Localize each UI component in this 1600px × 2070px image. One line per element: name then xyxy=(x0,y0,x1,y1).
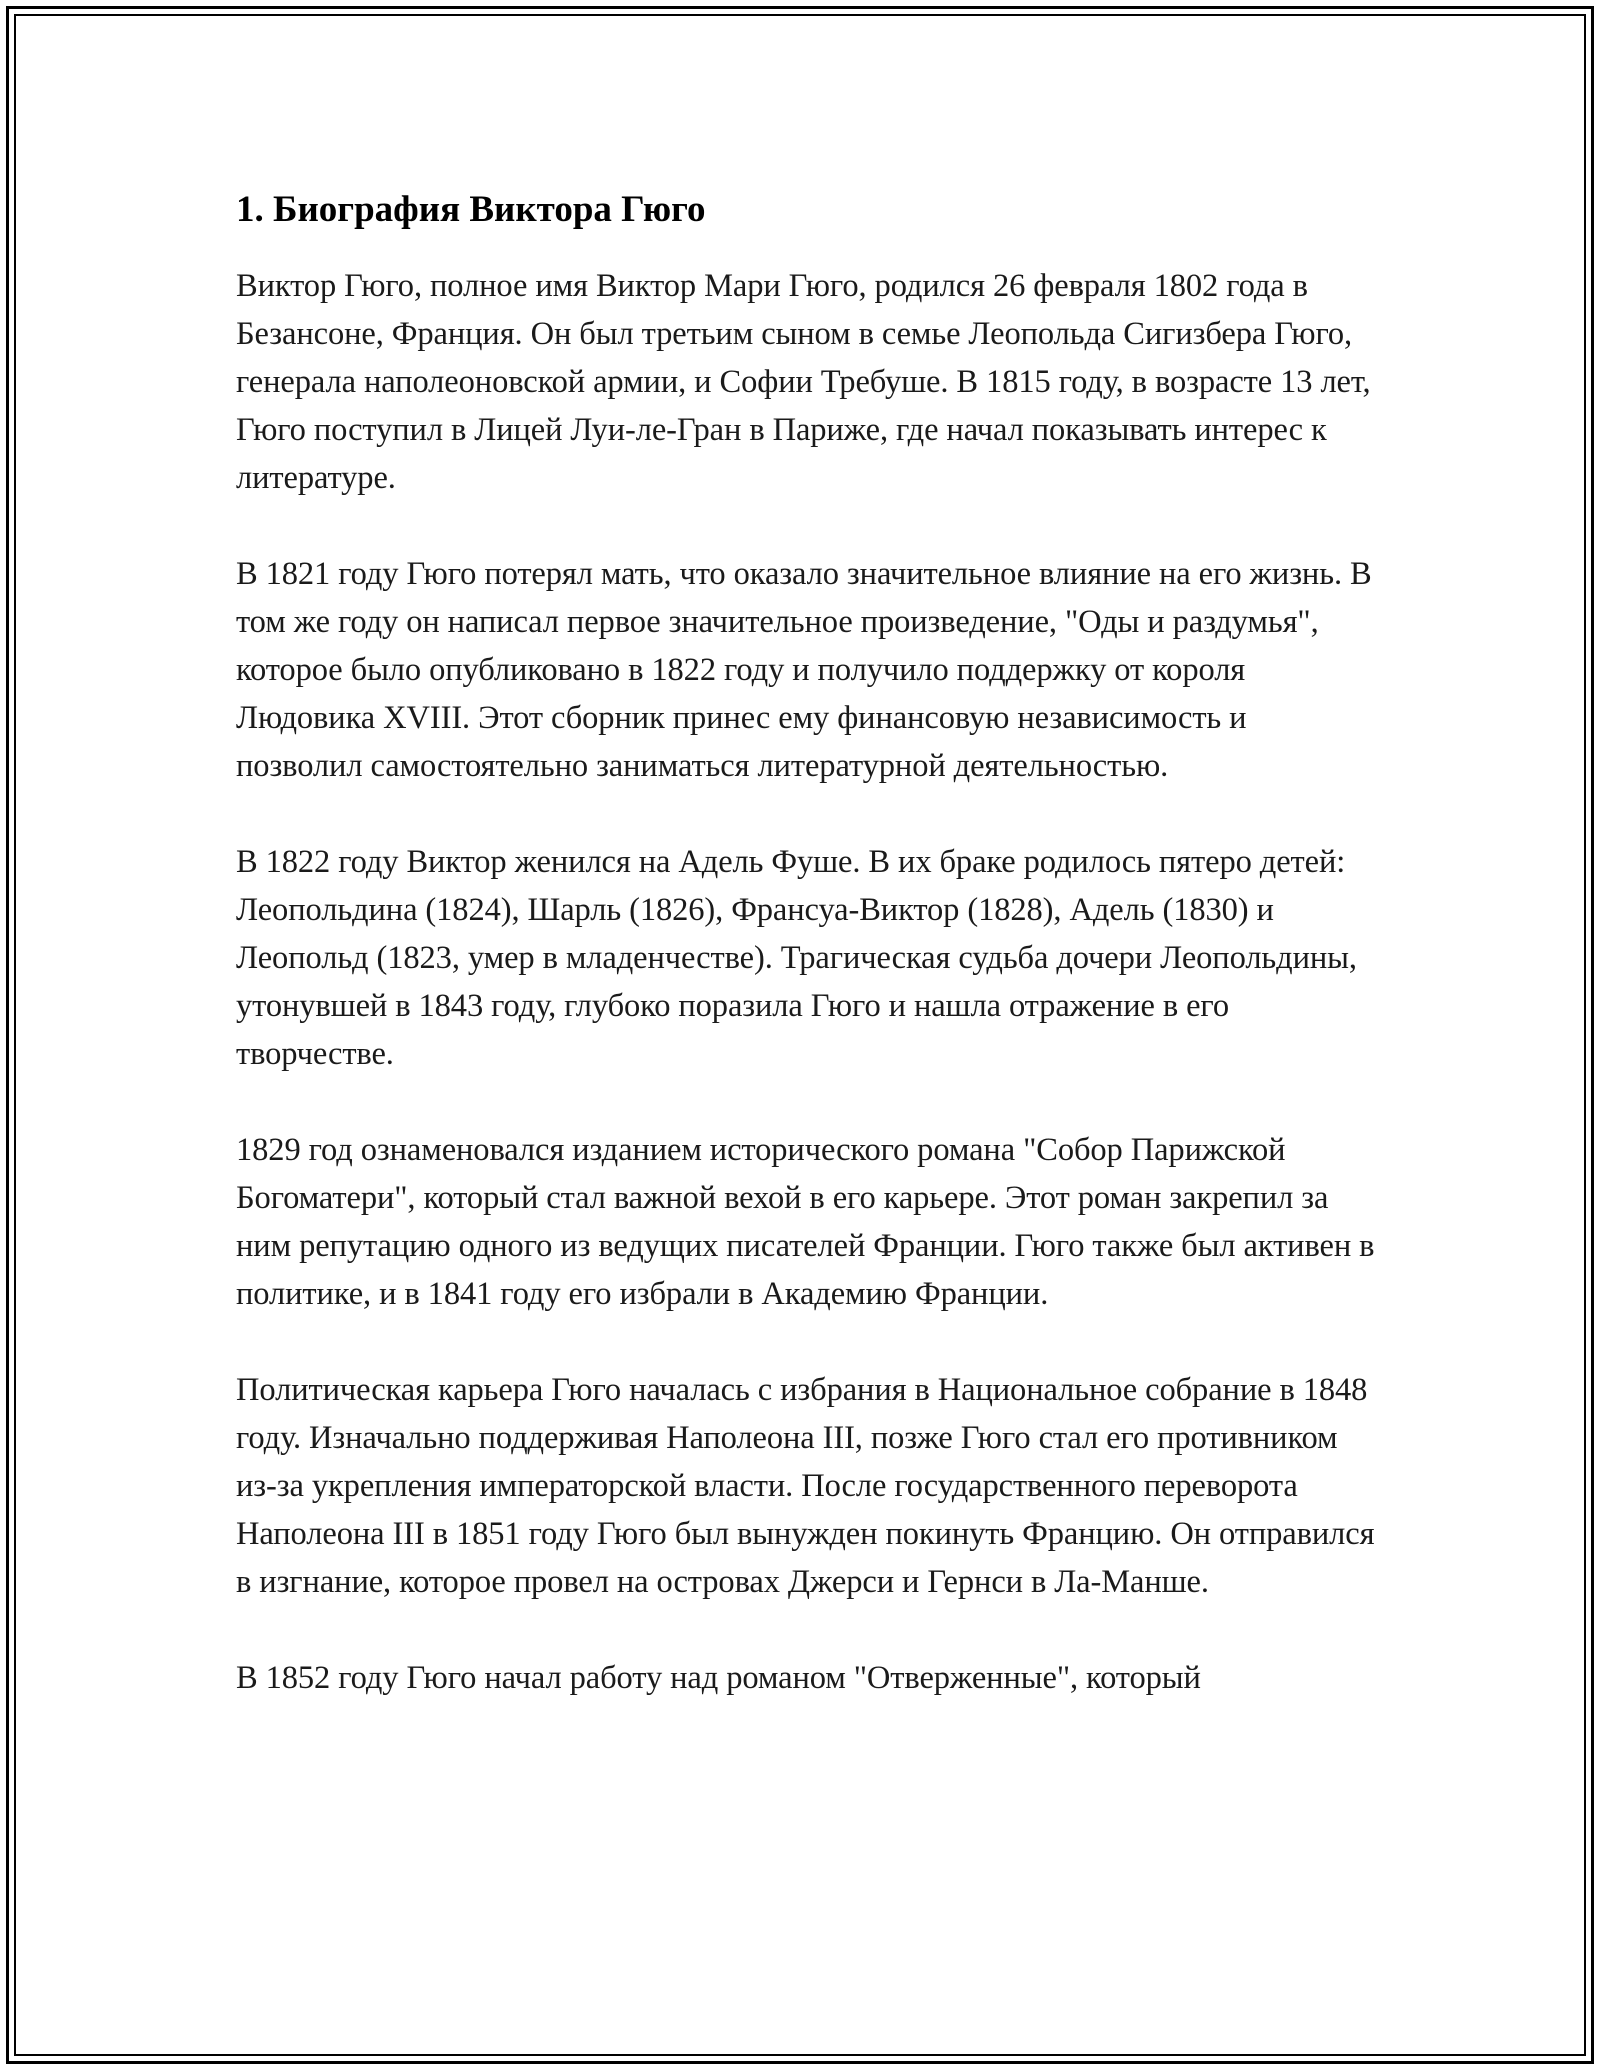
paragraph-early-works: В 1821 году Гюго потерял мать, что оказало значительное влияние на его жизнь. В том же году он написал первое значительное произведение, "Оды и раздумья", которое было опубликовано в 1822 году и получило поддержку от короля Людовика XVIII. Этот сборник принес ему финансовую независимость и позволил самостоятельно заниматься литературной деятельностью. xyxy=(236,556,1372,784)
paragraph-notre-dame: 1829 год ознаменовался изданием исторического романа "Собор Парижской Богоматери", который стал важной вехой в его карьере. Этот роман закрепил за ним репутацию одного из ведущих писателей Франции. Гюго также был активен в политике, и в 1841 году его избрали в Академию Франции. xyxy=(236,1132,1375,1312)
section-heading: 1. Биография Виктора Гюго xyxy=(236,189,706,230)
document-body xyxy=(236,185,1376,1702)
paragraph-birth: Виктор Гюго, полное имя Виктор Мари Гюго, родился 26 февраля 1802 года в Безансоне, Франция. Он был третьим сыном в семье Леопольда Сигизбера Гюго, генерала наполеоновской армии, и Софии Требуше. В 1815 году, в возрасте 13 лет, Гюго поступил в Лицей Луи-ле-Гран в Париже, где начал показывать интерес к литературе. xyxy=(236,268,1371,496)
paragraph-politics: Политическая карьера Гюго началась с избрания в Национальное собрание в 1848 году. Изначально поддерживая Наполеона III, позже Гюго стал его противником из-за укрепления императорской власти. После государственного переворота Наполеона III в 1851 году Гюго был вынужден покинуть Францию. Он отправился в изгнание, которое провел на островах Джерси и Гернси в Ла-Манше. xyxy=(236,1372,1375,1600)
paragraph-family: В 1822 году Виктор женился на Адель Фуше. В их браке родилось пятеро детей: Леопольдина (1824), Шарль (1826), Франсуа-Виктор (1828), Адель (1830) и Леопольд (1823, умер в младенчестве). Трагическая судьба дочери Леопольдины, утонувшей в 1843 году, глубоко поразила Гюго и нашла отражение в его творчестве. xyxy=(236,844,1357,1072)
paragraph-les-miserables: В 1852 году Гюго начал работу над романом "Отверженные", который xyxy=(236,1660,1201,1696)
